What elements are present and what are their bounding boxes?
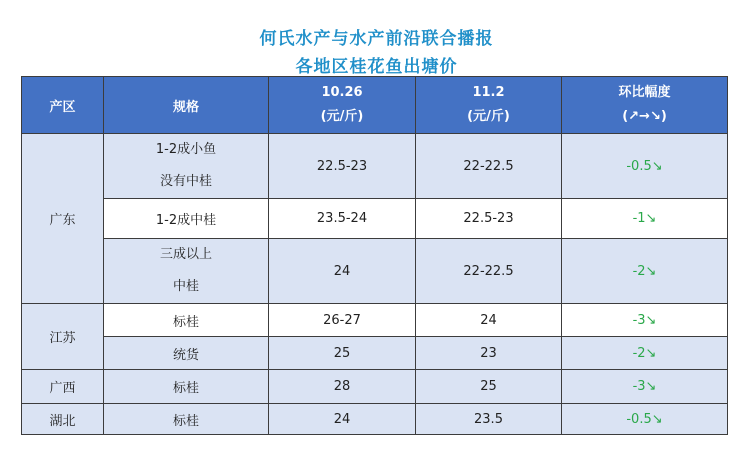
spec-cell: 标桂 (104, 370, 269, 404)
price-cell-date1: 22.5-23 (269, 134, 416, 199)
report-subtitle: 各地区桂花鱼出塘价 (295, 57, 458, 77)
spec-line: 三成以上 (159, 247, 212, 262)
price-cell-date1: 24 (269, 239, 416, 304)
change-cell: -3↘ (562, 304, 728, 337)
region-cell: 湖北 (22, 404, 104, 435)
change-cell: -1↘ (562, 199, 728, 239)
header-date1-unit: (元/斤) (320, 109, 364, 124)
spec-cell: 统货 (104, 337, 269, 370)
change-cell: -0.5↘ (562, 134, 728, 199)
change-cell: -2↘ (562, 337, 728, 370)
price-cell-date1: 24 (269, 404, 416, 435)
change-cell: -2↘ (562, 239, 728, 304)
spec-cell: 1-2成中桂 (104, 199, 269, 239)
spec-cell: 标桂 (104, 404, 269, 435)
change-cell: -3↘ (562, 370, 728, 404)
table-row (22, 370, 728, 404)
price-cell-date2: 22-22.5 (416, 239, 562, 304)
table-row (22, 337, 728, 370)
price-cell-date2: 22.5-23 (416, 199, 562, 239)
price-cell-date2: 24 (416, 304, 562, 337)
spec-cell (104, 239, 269, 304)
spec-line: 1-2成小鱼 (155, 142, 217, 157)
change-cell: -0.5↘ (562, 404, 728, 435)
region-cell: 广西 (22, 370, 104, 404)
price-cell-date1: 28 (269, 370, 416, 404)
header-date2 (416, 77, 562, 134)
region-cell: 广东 (22, 134, 104, 304)
header-change (562, 77, 728, 134)
header-date2-label: 11.2 (472, 85, 505, 100)
header-row (22, 77, 728, 134)
spec-cell: 标桂 (104, 304, 269, 337)
price-cell-date1: 25 (269, 337, 416, 370)
price-cell-date2: 23.5 (416, 404, 562, 435)
price-cell-date2: 23 (416, 337, 562, 370)
table-row (22, 304, 728, 337)
price-cell-date1: 23.5-24 (269, 199, 416, 239)
table-row (22, 134, 728, 199)
price-table (21, 76, 728, 435)
spec-cell (104, 134, 269, 199)
header-spec: 规格 (104, 77, 269, 134)
price-cell-date2: 25 (416, 370, 562, 404)
table-row (22, 239, 728, 304)
price-cell-date1: 26-27 (269, 304, 416, 337)
price-cell-date2: 22-22.5 (416, 134, 562, 199)
table-row (22, 404, 728, 435)
header-date1-label: 10.26 (321, 85, 363, 100)
header-change-label: 环比幅度 (618, 85, 671, 100)
header-date2-unit: (元/斤) (467, 109, 510, 124)
header-date1 (269, 77, 416, 134)
report-title: 何氏水产与水产前沿联合播报 (259, 29, 494, 49)
spec-line: 没有中桂 (159, 174, 212, 189)
spec-line: 中桂 (172, 279, 199, 294)
header-region: 产区 (22, 77, 104, 134)
region-cell: 江苏 (22, 304, 104, 370)
header-change-legend: (↗→↘) (622, 109, 667, 124)
table-row (22, 199, 728, 239)
